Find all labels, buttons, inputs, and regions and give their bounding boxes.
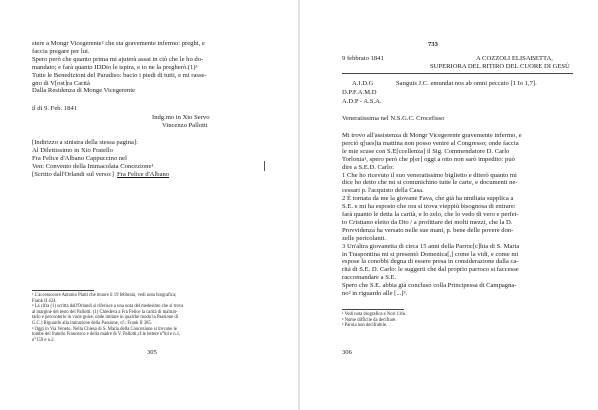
body-line: no² in riguardo alle [...]³. (342, 290, 408, 297)
page-number: 305 (147, 349, 157, 356)
recipient-line-1: A COZZOLI ELISABETTA, (476, 55, 553, 62)
salutation: Veneratissima nel N.S.G.C. Crocefisso (342, 115, 445, 122)
letter-number: 733 (428, 41, 438, 48)
body-line: 2 È tornata da me la giovane Fava, che già ha umiliata supplica a (342, 195, 514, 203)
page-number: 306 (342, 349, 352, 356)
address-line: Al Dilettissimo in Xto Fratello (32, 146, 113, 154)
left-page (0, 0, 298, 410)
header-rule (342, 73, 573, 74)
body-line: 3 Un'altra giovanetta di circa 15 anni della Parroc[c]hia di S. Maria (342, 242, 520, 250)
footnote-line: tombe del fratello Francesco e della madre di V. Pallotti,cf.le lettere n°84 e n.1, (32, 332, 181, 338)
body-line: espose la conobbi degna di essere presa in considerazione dalla ca- (342, 258, 519, 266)
body-line: le mie scuse con S.E[ccellenza] il Sig. Commendatore D. Carlo (342, 147, 510, 155)
abbreviation-line: A.D.P - A.S.A. (342, 98, 382, 105)
footnote-line: ³ Oggi in Via Veneto. Nella Chiesa di S. Maria della Concezione si trovano le (32, 326, 177, 332)
footnote-line: al margine del testo del Pallotti: (1) Chiedeva a Fra Felice la carità di maltrat- (32, 309, 178, 315)
footnote-line: Frank II 424. (32, 298, 57, 304)
body-line: Mi trovo all'assistenza di Mongr Vicegerente gravemente infermo, e (342, 132, 522, 139)
footnote-line: ³ Parola non decifrabile. (342, 323, 388, 329)
footnote-rule (32, 290, 94, 291)
abbreviation-line: D.P.F.A.M.D (342, 89, 377, 96)
footnote-line: G.C.) Riguardo alla imitazione della Passione, cf.: Frank II 385. (32, 321, 153, 326)
address-line: [Indirizzo a sinistra della stessa pagina]: (32, 139, 139, 146)
address-line: Fra Felice d'Albano Cappuccino nel (32, 154, 127, 162)
letter-line: Dalla Residenza di Monge Vicegerente (32, 87, 136, 95)
body-line: zelle pericolanti. (342, 234, 386, 242)
letter-line: faccia pregare per lui. (32, 47, 90, 55)
body-line: rità di S.E. D. Carlo: le suggerii che dal proprio parroco si faccesse (342, 266, 519, 274)
recipient-line-2: SUPERIORA DEL RITIRO DEL CUORE DI GESÙ (430, 63, 570, 70)
verso-name: Fra Felice d'Albano (117, 171, 170, 178)
address-line: [Scritto dall'Orlandi sul verso:] (32, 170, 114, 178)
body-line: Provvidenza ha versato nelle sue mani, p. bene delle povere don- (342, 226, 514, 234)
body-line: Torlonia¹, spero però che p[er] oggi a otto non sarò impedito: può (342, 155, 515, 163)
letter-line: stere a Mongr Vicegerente² che sta gravemente infermo: preghi, e (32, 40, 205, 47)
letter-date: 9 febbraio 1841 (342, 55, 384, 62)
right-page (300, 0, 598, 410)
body-line: S.E. e mi ha esposto che ora si trova vieppiù bisognosa di entrare: (342, 203, 516, 211)
body-line: raccomandare a S.E. (342, 274, 397, 282)
body-line: dire a S.E.D. Carlo: (342, 163, 395, 171)
body-line: farà quanto le detta la carità, e lo zelo, che lo vedo di vero e perfet- (342, 211, 519, 218)
body-line: to Cristiano eletto da Dio / a profittare dei molti mezzi, che la D. (342, 218, 513, 226)
motto-text: Sanguis J.C. emundat nos ab omni peccato [1 Io 1,7]. (396, 80, 537, 87)
footnote-line: ² La cifra (1) scritta dall'Orlandi si riferisce a una nota del medesimo che si trova (32, 304, 184, 310)
footnote-line: n°159 e n.2. (32, 337, 55, 343)
body-line: dice ho detto che mi si comunichino tutte le carte, e documenti ne- (342, 179, 518, 187)
letter-line: Spero però che quanto prima mi ajuterà assai in ciò che le ho do- (32, 55, 204, 63)
margin-mark (264, 161, 265, 171)
body-line: in Traspontina mi si presentò Domenica[,] come la vidi, e come mi (342, 250, 519, 258)
letter-line: Tutte le Benedizioni del Paradiso: bacio i piedi di tutti, e mi rasse- (32, 71, 207, 79)
signoff: Indg.mo in Xto Servo (152, 114, 210, 121)
body-line: 1 Che ho ricevuto il suo veneratissimo biglietto e diterò quanto mi (342, 171, 517, 179)
body-line: perciò q[ues]ta mattina non posso venire al Congresso; onde faccia (342, 139, 519, 147)
letter-date: il di 9. Feb. 1841 (32, 105, 78, 112)
signature: Vincenzo Pallotti (162, 122, 208, 129)
footnote-line: ¹ Vedi nota biografica e Nori 116s. (342, 312, 407, 317)
letter-line: gno di V[ost]ra Carità (32, 79, 90, 87)
body-line: Spero che S.E. abbia già concluso colla Principessa di Campagna- (342, 282, 517, 290)
letter-line: mandato; e farà quanto IDDio le ispira, e io ne la pregherò.(1)³ (32, 63, 198, 71)
footnote-line: ¹ L'accessocore Antonio Piatti che muore il 19 febbraio, vedi nota biografica; (32, 293, 177, 298)
footnote-line: ² Nome difficile da decifrare. (342, 317, 397, 323)
address-line: Ven: Convento della Immacolata Concezione¹ (32, 162, 154, 170)
footnote-rule (342, 309, 404, 310)
body-line: cessari p. l'acquisto della Casa. (342, 187, 424, 195)
footnote-line: tarlo e percuoterlo in varie guise, onde imitare in qualche modo la Passione di (32, 315, 179, 321)
motto-abbr: A.I.D.G (352, 80, 374, 87)
